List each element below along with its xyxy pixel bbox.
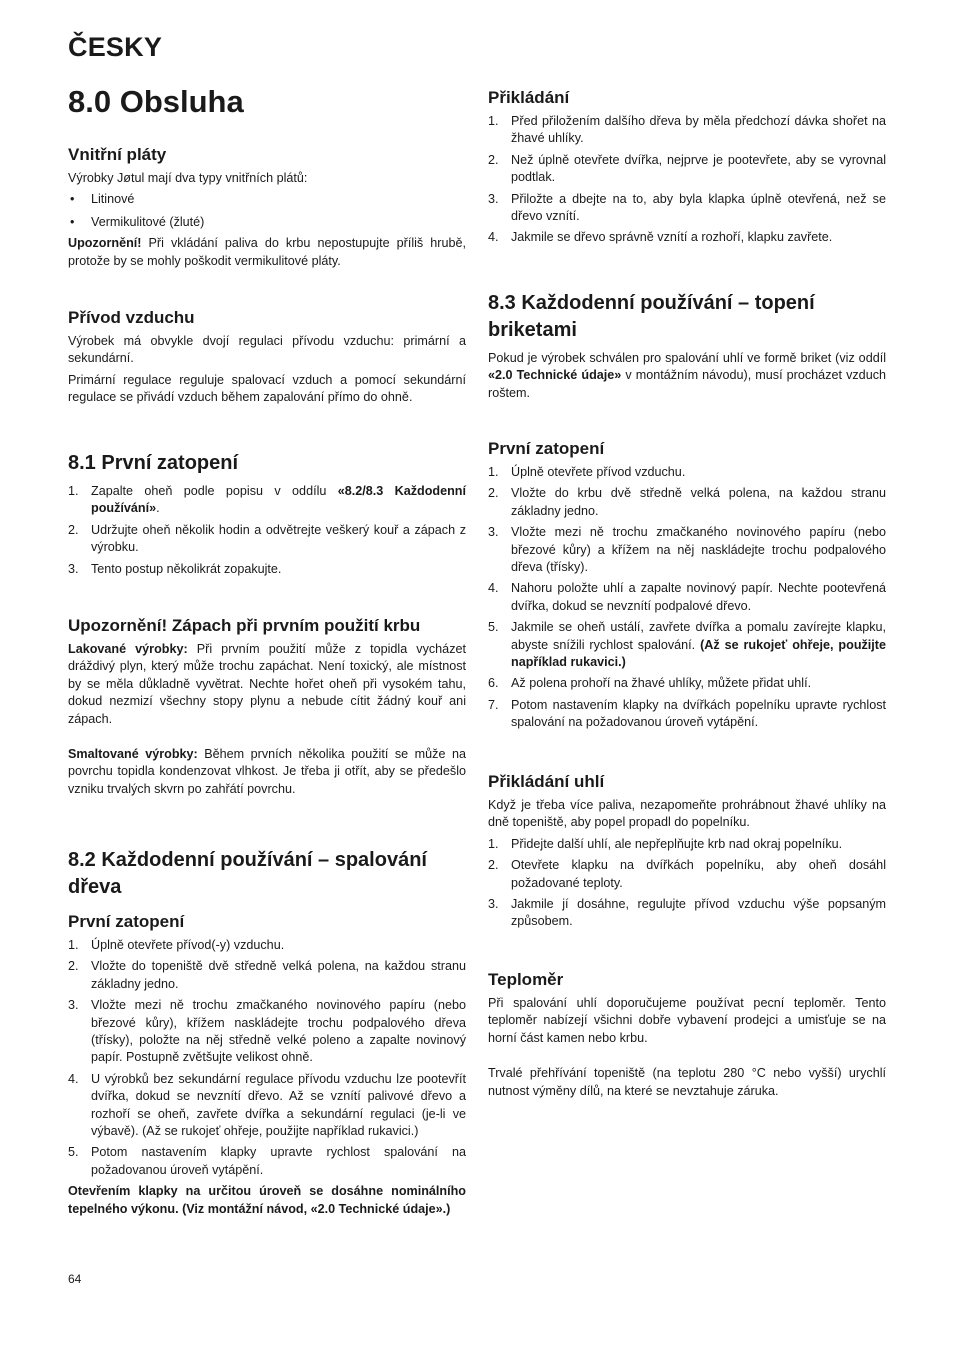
lacquered-products-paragraph: Lakované výrobky: Při prvním použití může z topidla vycházet dráždivý plyn, který může trochu zapáchat. Není toxický, ale místnost by se měla důkladně vyvětrat. Nechte hořet oheň při vysokém tahu, dokud nezmizí všechny stopy plynu a nebude cítit žádný kouř ani zápach.	[68, 642, 466, 726]
section-add-coal	[488, 771, 886, 935]
list-item: 2. Otevřete klapku na dvířkách popelníku, aby oheň dosáhl požadované teploty.	[488, 858, 886, 890]
language-label: ČESKY	[68, 32, 163, 62]
list-item: 1. Přidejte další uhlí, ale nepřeplňujte krb nad okraj popelníku.	[488, 836, 843, 851]
section-inner-plates	[68, 144, 466, 274]
inner-plates-heading: Vnitřní pláty	[68, 145, 167, 164]
list-item: 6. Až polena prohoří na žhavé uhlíky, můžete přidat uhlí.	[488, 676, 812, 691]
briquettes-first-firing-heading: První zatopení	[488, 439, 605, 458]
list-item: 4. Jakmile se dřevo správně vznítí a rozhoří, klapku zavřete.	[488, 230, 833, 245]
section-briquettes-first-firing	[488, 438, 886, 736]
air-supply-paragraph-1: Výrobek má obvykle dvojí regulaci přívodu vzduchu: primární a sekundární.	[68, 334, 466, 366]
briquettes-first-firing-list	[488, 464, 886, 732]
first-firing-list	[68, 483, 466, 578]
list-item: 2. Vložte do topeniště dvě středně velká polena, na každou stranu základny jedno.	[68, 959, 466, 991]
list-item: 3. Tento postup několikrát zopakujte.	[68, 561, 282, 576]
section-odour-warning	[68, 615, 466, 802]
list-item: • Litinové	[70, 192, 135, 207]
first-firing-heading: 8.1 První zatopení	[68, 452, 239, 474]
list-item: 5. Potom nastavením klapky upravte rychlost spalování na požadovanou úroveň vytápění.	[68, 1145, 466, 1177]
list-item: 4. U výrobků bez sekundární regulace přívodu vzduchu lze pootevřít dvířka, dokud se nevznítí dřevo. Až se vznítí palivové dřevo a rozhoří se oheň, zavřete dvířka a sekundární regulaci (je-li ve výbavě). (Až se rukojeť ohřeje, použijte například rukavici.)	[68, 1071, 466, 1139]
page-number: 64	[68, 1272, 82, 1286]
odour-heading: Upozornění! Zápach při prvním použití krbu	[68, 616, 421, 635]
daily-briquettes-paragraph: Pokud je výrobek schválen pro spalování uhlí ve formě briket (viz oddíl «2.0 Technické údaje» v montážním návodu), musí procházet vzduch roštem.	[488, 351, 886, 400]
inner-plates-note: Upozornění! Při vkládání paliva do krbu nepostupujte příliš hrubě, protože by se mohly poškodit vermikulitové pláty.	[68, 236, 466, 268]
daily-wood-subheading: První zatopení	[68, 912, 185, 931]
refuel-heading: Přikládání	[488, 88, 570, 107]
list-item: 3. Jakmile jí dosáhne, regulujte přívod vzduchu výše popsaným způsobem.	[488, 897, 886, 929]
thermometer-paragraph-1: Při spalování uhlí doporučujeme používat pecní teploměr. Tento teploměr nabízejí všichni dobře vybavení prodejci a umisťuje se na horní část kamen nebo krbu.	[488, 996, 886, 1045]
thermometer-heading: Teploměr	[488, 970, 564, 989]
list-item: 2. Udržujte oheň několik hodin a odvětrejte veškerý kouř a zápach z výrobku.	[68, 522, 466, 555]
list-item: 1. Úplně otevřete přívod vzduchu.	[488, 465, 686, 479]
page-title: 8.0 Obsluha	[68, 84, 244, 119]
daily-briquettes-heading: 8.3 Každodenní používání – topení briketami	[488, 292, 815, 341]
list-item: 7. Potom nastavením klapky na dvířkách popelníku upravte rychlost spalování na požadovanou úroveň vytápění.	[488, 697, 886, 730]
section-daily-briquettes	[488, 290, 886, 406]
list-item: 2. Vložte do krbu dvě středně velká polena, na každou stranu základny jedno.	[488, 486, 886, 518]
inner-plates-intro: Výrobky Jøtul mají dva typy vnitřních plátů:	[68, 171, 308, 185]
section-thermometer	[488, 969, 886, 1104]
section-daily-wood	[68, 847, 466, 1222]
list-item: 2. Než úplně otevřete dvířka, nejprve je pootevřete, aby se vyrovnal podtlak.	[488, 152, 886, 185]
section-first-firing	[68, 450, 466, 582]
list-item: • Vermikulitové (žluté)	[70, 214, 205, 229]
daily-wood-footnote: Otevřením klapky na určitou úroveň se dosáhne nominálního tepelného výkonu. (Viz montážní návod, «2.0 Technické údaje».)	[68, 1184, 466, 1216]
add-coal-list	[488, 836, 886, 931]
list-item: 4. Nahoru položte uhlí a zapalte novinový papír. Nechte pootevřená dvířka, dokud se nevznítí podpalové dřevo.	[488, 581, 886, 613]
section-refuel	[488, 87, 886, 251]
list-item: 5. Jakmile se oheň ustálí, zavřete dvířka a pomalu zavírejte klapku, abyste snížili rychlost spalování. (Až se rukojeť ohřeje, použijte například rukavici.)	[488, 620, 887, 670]
list-item: 1. Před přiložením dalšího dřeva by měla předchozí dávka shořet na žhavé uhlíky.	[488, 114, 886, 146]
daily-wood-heading: 8.2 Každodenní používání – spalování dřeva	[68, 849, 427, 898]
add-coal-heading: Přikládání uhlí	[488, 772, 605, 791]
section-air-supply	[68, 307, 466, 411]
list-item: 3. Vložte mezi ně trochu zmačkaného novinového papíru (nebo březové kůry) a křížem na něj naskládejte trochu podpalového dřeva (třísky).	[488, 525, 886, 575]
add-coal-intro: Když je třeba více paliva, nezapomeňte prohrábnout žhavé uhlíky na dně topeniště, aby popel propadl do popelníku.	[488, 798, 886, 830]
inner-plates-list	[68, 191, 466, 231]
daily-wood-list	[68, 937, 466, 1179]
list-item: 3. Přiložte a dbejte na to, aby byla klapka úplně otevřená, než se dřevo vznítí.	[488, 191, 886, 224]
list-item: 3. Vložte mezi ně trochu zmačkaného novinového papíru (nebo březové kůry), křížem naskládejte trochu podpalového dřeva (třísky), položte na něj středně velké poleno a zapalte novinový papír. Postupně zvětšujte velikost ohně.	[68, 998, 466, 1065]
air-supply-paragraph-2: Primární regulace reguluje spalovací vzduch a pomocí sekundární regulace se přivádí vzduch během zapalování přímo do ohně.	[68, 372, 466, 405]
enamelled-products-paragraph: Smaltované výrobky: Během prvních několika použití se může na povrchu topidla kondenzovat vlhkost. Je třeba ji otřít, aby se předešlo vzniku trvalých skvrn po zahřátí povrchu.	[68, 747, 466, 796]
thermometer-paragraph-2: Trvalé přehřívání topeniště (na teplotu 280 °C nebo vyšší) urychlí nutnost výměny dílů, na které se nevztahuje záruka.	[488, 1066, 886, 1098]
list-item: 1. Zapalte oheň podle popisu v oddílu «8.2/8.3 Každodenní používání».	[68, 484, 466, 516]
list-item: 1. Úplně otevřete přívod(-y) vzduchu.	[68, 938, 285, 952]
refuel-list	[488, 113, 886, 247]
air-supply-heading: Přívod vzduchu	[68, 308, 195, 327]
